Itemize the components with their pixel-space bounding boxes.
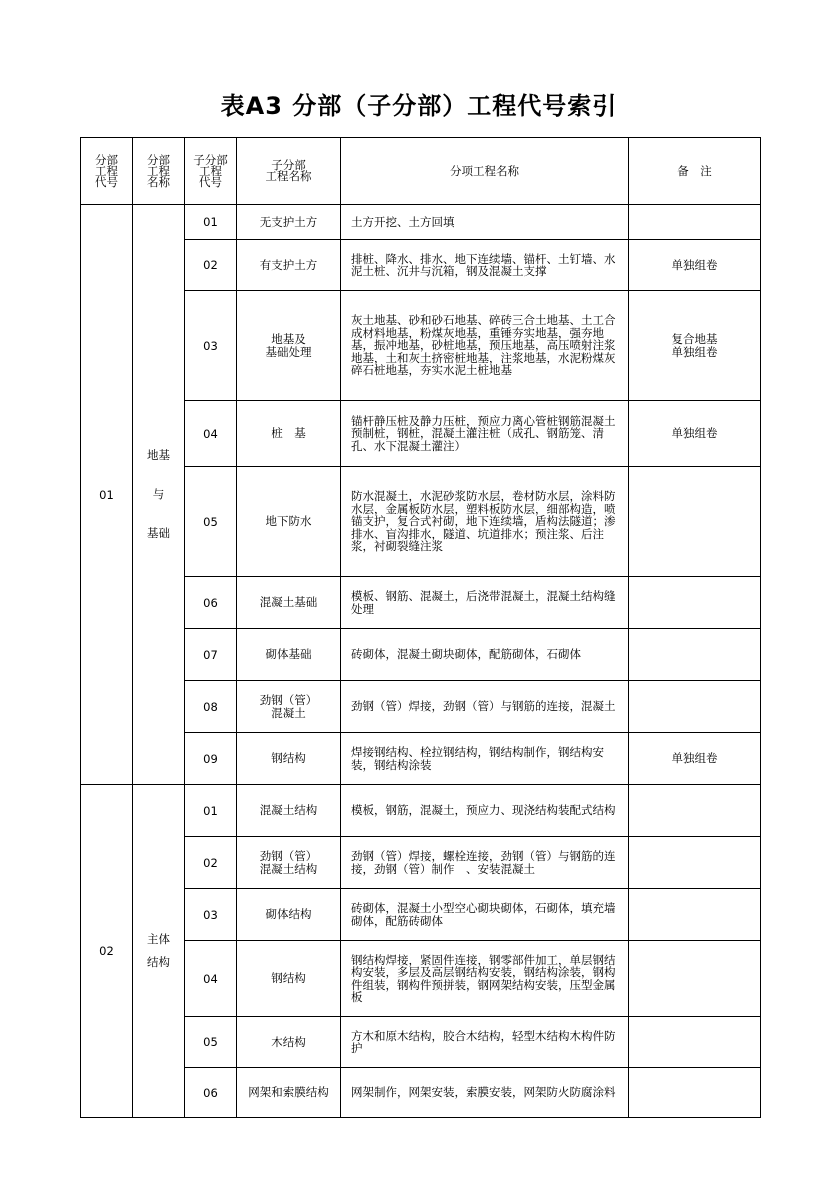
subsection-code: 04 [185,401,237,467]
item-names: 方木和原木结构，胶合木结构，轻型木结构木构件防护 [341,1017,629,1068]
item-names: 钢结构焊接，紧固件连接，钢零部件加工，单层钢结构安装，多层及高层钢结构安装，钢结构涂装，钢构件组装，钢构件预拼装，钢网架结构安装，压型金属板 [341,941,629,1017]
subsection-name [237,681,341,733]
subsection-name [237,205,341,240]
header-line: 工程 [199,163,222,178]
subsection-name [237,785,341,837]
subsection-name [237,629,341,681]
subsection-name-line: 网架和索膜结构 [248,1085,329,1099]
subsection-name-line: 地下防水 [265,514,312,528]
remark-line: 单独组卷 [671,344,718,359]
section-name-line: 与 [152,487,165,501]
header-section-name [133,138,185,205]
remark [629,941,761,1017]
remark [629,1068,761,1118]
remark-line: 复合地基 [671,331,718,346]
subsection-name-line: 混凝土基础 [259,595,318,609]
subsection-name [237,889,341,941]
subsection-name-line: 混凝土 [271,705,306,720]
subsection-name-line: 钢结构 [271,751,306,765]
header-line: 工程 [147,163,170,178]
header-sub-code [185,138,237,205]
remark [629,401,761,467]
remark [629,291,761,401]
subsection-name [237,1017,341,1068]
remark [629,467,761,577]
remark-line: 单独组卷 [671,751,718,765]
item-names: 劲钢（管）焊接，劲钢（管）与钢筋的连接，混凝土 [341,681,629,733]
remark-line: 单独组卷 [671,426,718,440]
section-code: 02 [81,785,133,1118]
item-names: 焊接钢结构、栓拉钢结构，钢结构制作，钢结构安装，钢结构涂装 [341,733,629,785]
subsection-code: 07 [185,629,237,681]
item-names: 防水混凝土，水泥砂浆防水层，卷材防水层，涂料防水层，金属板防水层，塑料板防水层，细部构造，喷锚支护，复合式衬砌，地下连续墙，盾构法隧道；渗排水、盲沟排水，隧道、坑道排水；预注浆、后注浆，衬砌裂缝注浆 [341,467,629,577]
subsection-code: 02 [185,240,237,291]
header-row [81,138,761,205]
remark [629,733,761,785]
subsection-code: 08 [185,681,237,733]
subsection-name-line: 砌体结构 [265,907,312,921]
header-line: 分部 [147,152,170,167]
section-name-line: 结构 [147,955,170,969]
remark [629,205,761,240]
page-title: 表A3 分部（子分部）工程代号索引 [220,92,618,120]
header-line: 代号 [95,174,118,189]
subsection-name [237,941,341,1017]
subsection-name [237,291,341,401]
subsection-name-line: 地基及 [271,331,306,346]
subsection-name-line: 劲钢（管） [259,848,318,863]
subsection-name [237,1068,341,1118]
subsection-name-line: 混凝土结构 [259,803,318,817]
subsection-name-line: 木结构 [271,1034,306,1049]
subsection-name-line: 桩 基 [271,426,306,440]
subsection-name-line: 劲钢（管） [259,692,318,707]
subsection-code: 04 [185,941,237,1017]
subsection-code: 03 [185,291,237,401]
index-table [80,137,761,1118]
subsection-code: 09 [185,733,237,785]
header-items: 分项工程名称 [341,138,629,205]
subsection-name [237,733,341,785]
subsection-name-line: 基础处理 [265,344,312,359]
subsection-name [237,577,341,629]
remark [629,785,761,837]
section-name [133,785,185,1118]
section-name-line: 主体 [147,932,170,946]
remark [629,629,761,681]
subsection-code: 06 [185,1068,237,1118]
subsection-name [237,837,341,889]
subsection-name-line: 钢结构 [271,971,306,985]
section-name [133,205,185,785]
header-remark: 备 注 [629,138,761,205]
remark [629,240,761,291]
remark [629,837,761,889]
item-names: 灰土地基、砂和砂石地基、碎砖三合土地基、土工合成材料地基，粉煤灰地基，重锤夯实地基，强夯地基，振冲地基，砂桩地基，预压地基，高压喷射注浆地基，土和灰土挤密桩地基，注浆地基，水泥粉煤灰碎石桩地基，夯实水泥土桩地基 [341,291,629,401]
subsection-name [237,467,341,577]
header-line: 工程名称 [265,169,312,183]
table-row [81,205,761,240]
item-names: 砖砌体，混凝土砌块砌体，配筋砌体，石砌体 [341,629,629,681]
item-names: 土方开挖、土方回填 [341,205,629,240]
subsection-name [237,401,341,467]
subsection-code: 03 [185,889,237,941]
section-code: 01 [81,205,133,785]
remark [629,681,761,733]
subsection-code: 05 [185,467,237,577]
item-names: 锚杆静压桩及静力压桩，预应力离心管桩钢筋混凝土预制桩，钢桩，混凝土灌注桩（成孔、钢筋笼、清孔、水下混凝土灌注） [341,401,629,467]
section-name-line: 基础 [147,526,170,540]
item-names: 网架制作，网架安装，索膜安装，网架防火防腐涂料 [341,1068,629,1118]
header-section-code [81,138,133,205]
subsection-code: 01 [185,785,237,837]
index-table-body [81,138,761,1118]
item-names: 模板，钢筋，混凝土，预应力、现浇结构装配式结构 [341,785,629,837]
subsection-code: 01 [185,205,237,240]
remark [629,889,761,941]
item-names: 排桩、降水、排水、地下连续墙、锚杆、土钉墙、水泥土桩、沉井与沉箱，钢及混凝土支撑 [341,240,629,291]
subsection-code: 05 [185,1017,237,1068]
section-name-line: 地基 [147,448,170,462]
item-names: 劲钢（管）焊接，螺栓连接，劲钢（管）与钢筋的连接，劲钢（管）制作 、安装混凝土 [341,837,629,889]
header-line: 代号 [199,174,222,189]
header-line: 子分部 [271,158,306,172]
subsection-name-line: 砌体基础 [265,647,312,661]
subsection-name-line: 混凝土结构 [259,861,318,876]
item-names: 模板、钢筋、混凝土，后浇带混凝土，混凝土结构缝处理 [341,577,629,629]
subsection-name-line: 无支护土方 [259,214,318,229]
remark [629,577,761,629]
header-line: 子分部 [193,152,228,167]
header-line: 工程 [95,163,118,178]
header-line: 分部 [95,152,118,167]
subsection-code: 02 [185,837,237,889]
subsection-code: 06 [185,577,237,629]
subsection-name [237,240,341,291]
remark-line: 单独组卷 [671,257,718,272]
table-row [81,785,761,837]
subsection-name-line: 有支护土方 [259,257,318,272]
header-line: 名称 [147,174,170,189]
header-sub-name [237,138,341,205]
item-names: 砖砌体，混凝土小型空心砌块砌体，石砌体，填充墙砌体，配筋砖砌体 [341,889,629,941]
remark [629,1017,761,1068]
